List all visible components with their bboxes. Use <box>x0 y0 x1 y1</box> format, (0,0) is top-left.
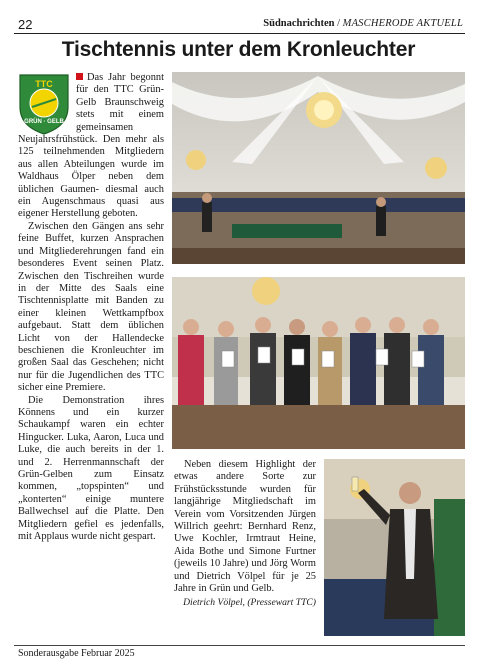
article-column-right <box>174 459 316 610</box>
page-number: 22 <box>18 17 33 32</box>
photo-table-tennis-hall <box>172 72 465 264</box>
paragraph-start-square-icon <box>76 73 83 80</box>
article-credit: Dietrich Völpel, (Pressewart TTC) <box>183 597 316 609</box>
article-paragraph-2: Zwischen den Gängen ans sehr feine Buffet, kurzen Ansprachen und Mitgliederehrungen fand ein besonderes Event seinen Platz. Zwischen den Tischreihen wurde in der Mitte des Saals eine Tischtennisplatte mit Banden zu einer kleinen Wettkampfbox aufgebaut. Statt dem üblichen Licht von der Hallendecke beschienen die Kronleuchter im großen Saal das Geschehen; nicht nur für die Jugendlichen des TTC sicher eine Premiere. <box>18 220 164 394</box>
masthead <box>263 18 463 29</box>
logo-text-bottom: GRÜN · GELB <box>24 119 64 125</box>
article-headline: Tischtennis unter dem Kronleuchter <box>61 38 416 61</box>
article-paragraph-4: Neben diesem Highlight der etwas andere Sorte zur Frühstücksstunde wurden für langjährige Mitgliedschaft im Verein vom Vorsitzenden Jürgen Willrich geehrt: Bernhard Renz, Uwe Kochler, Irmtraut Heine, Aida Bothe und Simone Furtner (jeweils 10 Jahre) und Jörg Worm und Dietrich Völpel für je 25 Jahre in Grün und Gelb. <box>174 459 316 595</box>
photo-honored-members <box>172 277 465 449</box>
logo-float-space <box>18 72 76 134</box>
publication-separator: / <box>334 18 343 29</box>
publication-edition: MASCHERODE AKTUELL <box>342 18 463 29</box>
article-column-left <box>18 72 164 543</box>
publication-brand: Südnachrichten <box>263 18 335 29</box>
photo-speaker <box>324 459 465 636</box>
header-rule <box>14 33 465 34</box>
footer-rule <box>14 645 465 646</box>
article-paragraph-1: Das Jahr begonnt für den TTC Grün-Gelb Braunschweig stets mit einem gemeinsamen Neujahrsfrühstück. Den mehr als 125 teilnehmenden Mitgliedern aus allen Abteilungen wurde im Waldhaus Ölper neben dem üblichen Gaumen- diesmal auch ein Augenschmaus quasi aus eigener Herstellung geboten. <box>18 72 164 220</box>
footer-edition: Sonderausgabe Februar 2025 <box>18 648 135 659</box>
logo-text-top: TTC <box>35 79 53 89</box>
article-paragraph-3: Die Demonstration ihres Könnens und ein kurzer Schaukampf waren ein echter Hingucker. Luka, Aaron, Luca und Luke, die auch bereits in der 1. und 2. Herrenmannschaft der Grün-Gelben zum Einsatz kommen, „topspinten“ und „konterten“ einige muntere Ballwechsel auf die Platte. Den Mitgliedern gefiel es jedenfalls, mit Applaus wurde nicht gespart. <box>18 394 164 543</box>
